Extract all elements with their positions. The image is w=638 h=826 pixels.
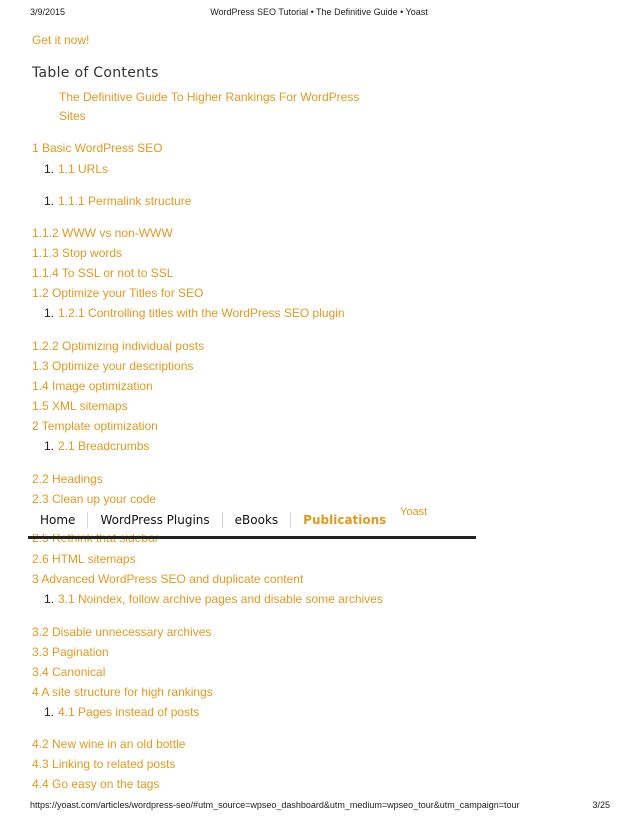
toc-item-label[interactable]: 1.5 XML sitemaps [32,399,128,413]
yoast-logo[interactable]: Yoast [400,506,428,518]
toc-item-label[interactable]: 3.2 Disable unnecessary archives [32,625,212,639]
toc-item-label[interactable]: 1 Basic WordPress SEO [32,141,163,155]
toc-item[interactable] [32,665,105,679]
toc-item-label[interactable]: 2.1 Breadcrumbs [58,439,150,453]
toc-item-label[interactable]: 1.4 Image optimization [32,379,153,393]
toc-item[interactable] [32,286,203,300]
nav-underline [28,536,476,539]
toc-heading: Table of Contents [32,65,159,81]
toc-subtitle-link[interactable]: The Definitive Guide To Higher Rankings For WordPress Sites [59,90,360,123]
site-nav-bar [28,506,398,534]
toc-item-label[interactable]: 2.2 Headings [32,472,103,486]
toc-item[interactable] [32,472,103,486]
toc-item-label[interactable]: 1.2 Optimize your Titles for SEO [32,286,204,300]
toc-item[interactable] [32,359,193,373]
toc-item-label[interactable]: 3 Advanced WordPress SEO and duplicate content [32,572,304,586]
nav-home[interactable]: Home [28,512,88,528]
toc-item-label[interactable]: 1.3 Optimize your descriptions [32,359,194,373]
toc-item[interactable] [32,552,136,566]
toc-item-label[interactable]: 1.1.4 To SSL or not to SSL [32,266,174,280]
toc-item-number: 1. [44,592,55,606]
toc-item-label[interactable]: 1.2.1 Controlling titles with the WordPress SEO plugin [58,306,345,320]
toc-item[interactable] [32,572,303,586]
toc-item-label[interactable]: 4.4 Go easy on the tags [32,777,160,791]
toc-item[interactable] [44,705,199,719]
toc-item[interactable] [44,592,383,606]
print-date: 3/9/2015 [30,7,66,17]
toc-item-number: 1. [44,439,55,453]
toc-item-label[interactable]: 1.1 URLs [58,162,109,176]
toc-item[interactable] [32,419,158,433]
toc-item[interactable] [32,757,175,771]
toc-item-label[interactable]: 1.2.2 Optimizing individual posts [32,339,205,353]
print-page-title: WordPress SEO Tutorial • The Definitive Guide • Yoast [210,7,428,17]
toc-item-label[interactable]: 4.1 Pages instead of posts [58,705,200,719]
toc-item-label[interactable]: 4.3 Linking to related posts [32,757,176,771]
toc-item-label[interactable]: 2 Template optimization [32,419,158,433]
toc-item-label[interactable]: 3.4 Canonical [32,665,106,679]
toc-item-number: 1. [44,162,55,176]
toc-item[interactable] [32,492,156,506]
toc-item[interactable] [44,439,149,453]
toc-item[interactable] [44,194,191,208]
toc-item-number: 1. [44,705,55,719]
toc-item[interactable] [32,141,163,155]
toc-item-number: 1. [44,306,55,320]
toc-item-label[interactable]: 3.1 Noindex, follow archive pages and disable some archives [58,592,383,606]
toc-item[interactable] [32,399,128,413]
toc-item-label[interactable]: 2.3 Clean up your code [32,492,157,506]
toc-item-label[interactable]: 1.1.2 WWW vs non-WWW [32,226,173,240]
toc-item-number: 1. [44,194,55,208]
toc-item-label[interactable]: 1.1.3 Stop words [32,246,123,260]
toc-item[interactable] [32,737,185,751]
toc-item-label[interactable]: 4 A site structure for high rankings [32,685,213,699]
get-it-now-link[interactable]: Get it now! [32,33,90,47]
toc-item[interactable] [32,685,213,699]
toc-item[interactable] [44,162,108,176]
nav-publications[interactable]: Publications [303,513,387,527]
nav-ebooks[interactable]: eBooks [223,512,292,528]
toc-item-label[interactable]: 2.6 HTML sitemaps [32,552,136,566]
toc-item[interactable] [44,306,345,320]
toc-item[interactable] [32,379,153,393]
toc-item[interactable] [32,777,159,791]
print-url: https://yoast.com/articles/wordpress-seo/#utm_source=wpseo_dashboard&utm_medium=wpseo_tour&utm_campaign=tour [30,800,520,810]
toc-item[interactable] [32,625,211,639]
toc-item-label[interactable]: 4.2 New wine in an old bottle [32,737,186,751]
toc-item[interactable] [32,246,122,260]
nav-wordpress-plugins[interactable]: WordPress Plugins [88,512,222,528]
toc-item-label[interactable]: 1.1.1 Permalink structure [58,194,192,208]
toc-item[interactable] [32,226,173,240]
toc-item[interactable] [32,266,173,280]
toc-item[interactable] [32,645,109,659]
toc-item-label[interactable]: 3.3 Pagination [32,645,109,659]
page-number: 3/25 [592,800,610,810]
toc-item[interactable] [32,339,204,353]
